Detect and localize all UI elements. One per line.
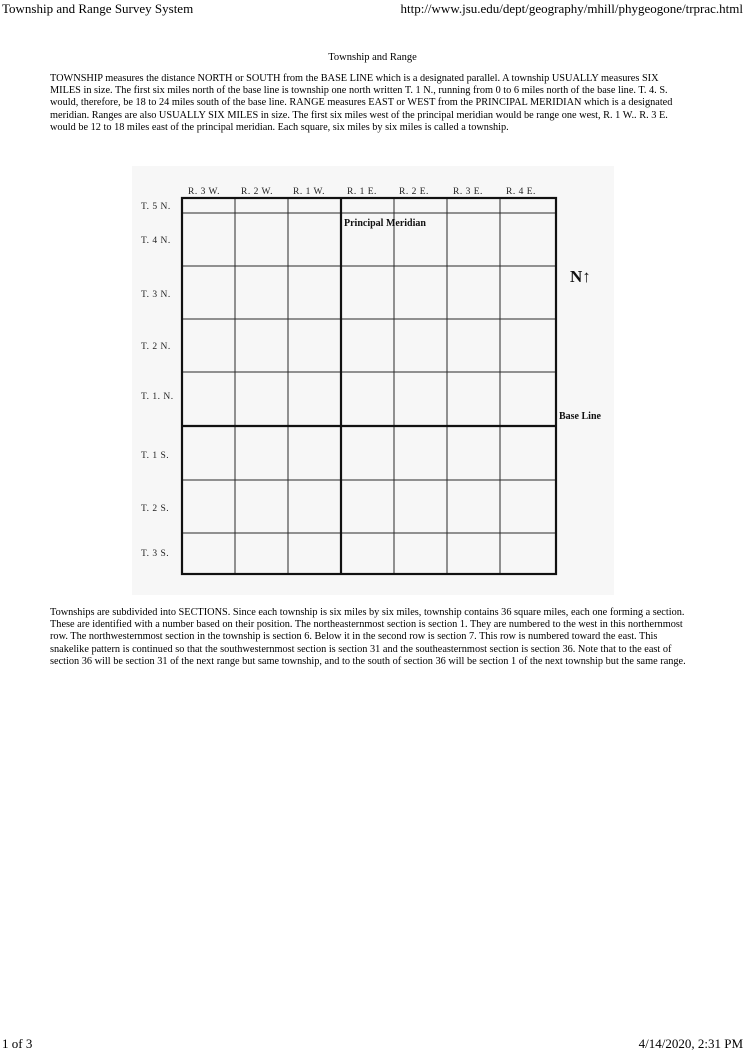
range-label: R. 3 E.	[453, 187, 483, 197]
north-arrow-label: N↑	[570, 267, 591, 286]
page-heading: Township and Range	[328, 52, 417, 63]
township-label: T. 5 N.	[141, 202, 171, 212]
principal-meridian-label: Principal Meridian	[344, 218, 426, 229]
base-line-label: Base Line	[559, 411, 601, 422]
range-label: R. 2 W.	[241, 187, 274, 197]
township-paragraph: TOWNSHIP measures the distance NORTH or SOUTH from the BASE LINE which is a designated parallel. A township USUALLY measures SIX MILES in size. The first six miles north of the base line is township one north written T. 1 N., running from 0 to 6 miles north of the base line. T. 4. S. would, therefore, be 18 to 24 miles south of the base line. RANGE measures EAST or WEST from the PRINCIPAL MERIDIAN which is a designated meridian. Ranges are also USUALLY SIX MILES in size. The first six miles west of the principal meridian would be range one west, R. 1 W.. R. 3 E. would be 12 to 18 miles east of the principal meridian. Each square, six miles by six miles is called a township.	[50, 73, 673, 133]
township-label: T. 1 S.	[141, 451, 170, 461]
range-label: R. 1 E.	[347, 187, 377, 197]
grid-lines	[182, 198, 556, 574]
township-range-diagram	[132, 166, 614, 595]
print-datetime: 4/14/2020, 2:31 PM	[638, 1036, 743, 1051]
township-label: T. 2 N.	[141, 342, 171, 352]
range-label: R. 3 W.	[188, 187, 221, 197]
range-label: R. 1 W.	[293, 187, 326, 197]
range-label: R. 2 E.	[399, 187, 429, 197]
township-label: T. 1. N.	[141, 392, 174, 402]
township-label: T. 4 N.	[141, 236, 171, 246]
range-label: R. 4 E.	[506, 187, 536, 197]
browser-page-url[interactable]: http://www.jsu.edu/dept/geography/mhill/phygeogone/trprac.html	[400, 1, 743, 16]
township-label: T. 2 S.	[141, 504, 170, 514]
sections-paragraph: Townships are subdivided into SECTIONS. Since each township is six miles by six miles, township contains 36 square miles, each one forming a section. These are identified with a number based on their position. The northeasternmost section is section 1. They are numbered to the west in this northernmost row. The northwesternmost section in the township is section 6. Below it in the second row is section 7. This row is numbered toward the east. This snakelike pattern is continued so that the southwesternmost section is section 31 and the southeasternmost section is section 36. Note that to the east of section 36 will be section 31 of the next range but same township, and to the south of section 36 will be section 1 of the next township but the same range.	[50, 607, 686, 667]
township-label: T. 3 S.	[141, 549, 170, 559]
township-label: T. 3 N.	[141, 290, 171, 300]
page-counter: 1 of 3	[2, 1036, 33, 1051]
township-range-grid	[132, 166, 614, 595]
browser-page-title: Township and Range Survey System	[2, 1, 194, 16]
